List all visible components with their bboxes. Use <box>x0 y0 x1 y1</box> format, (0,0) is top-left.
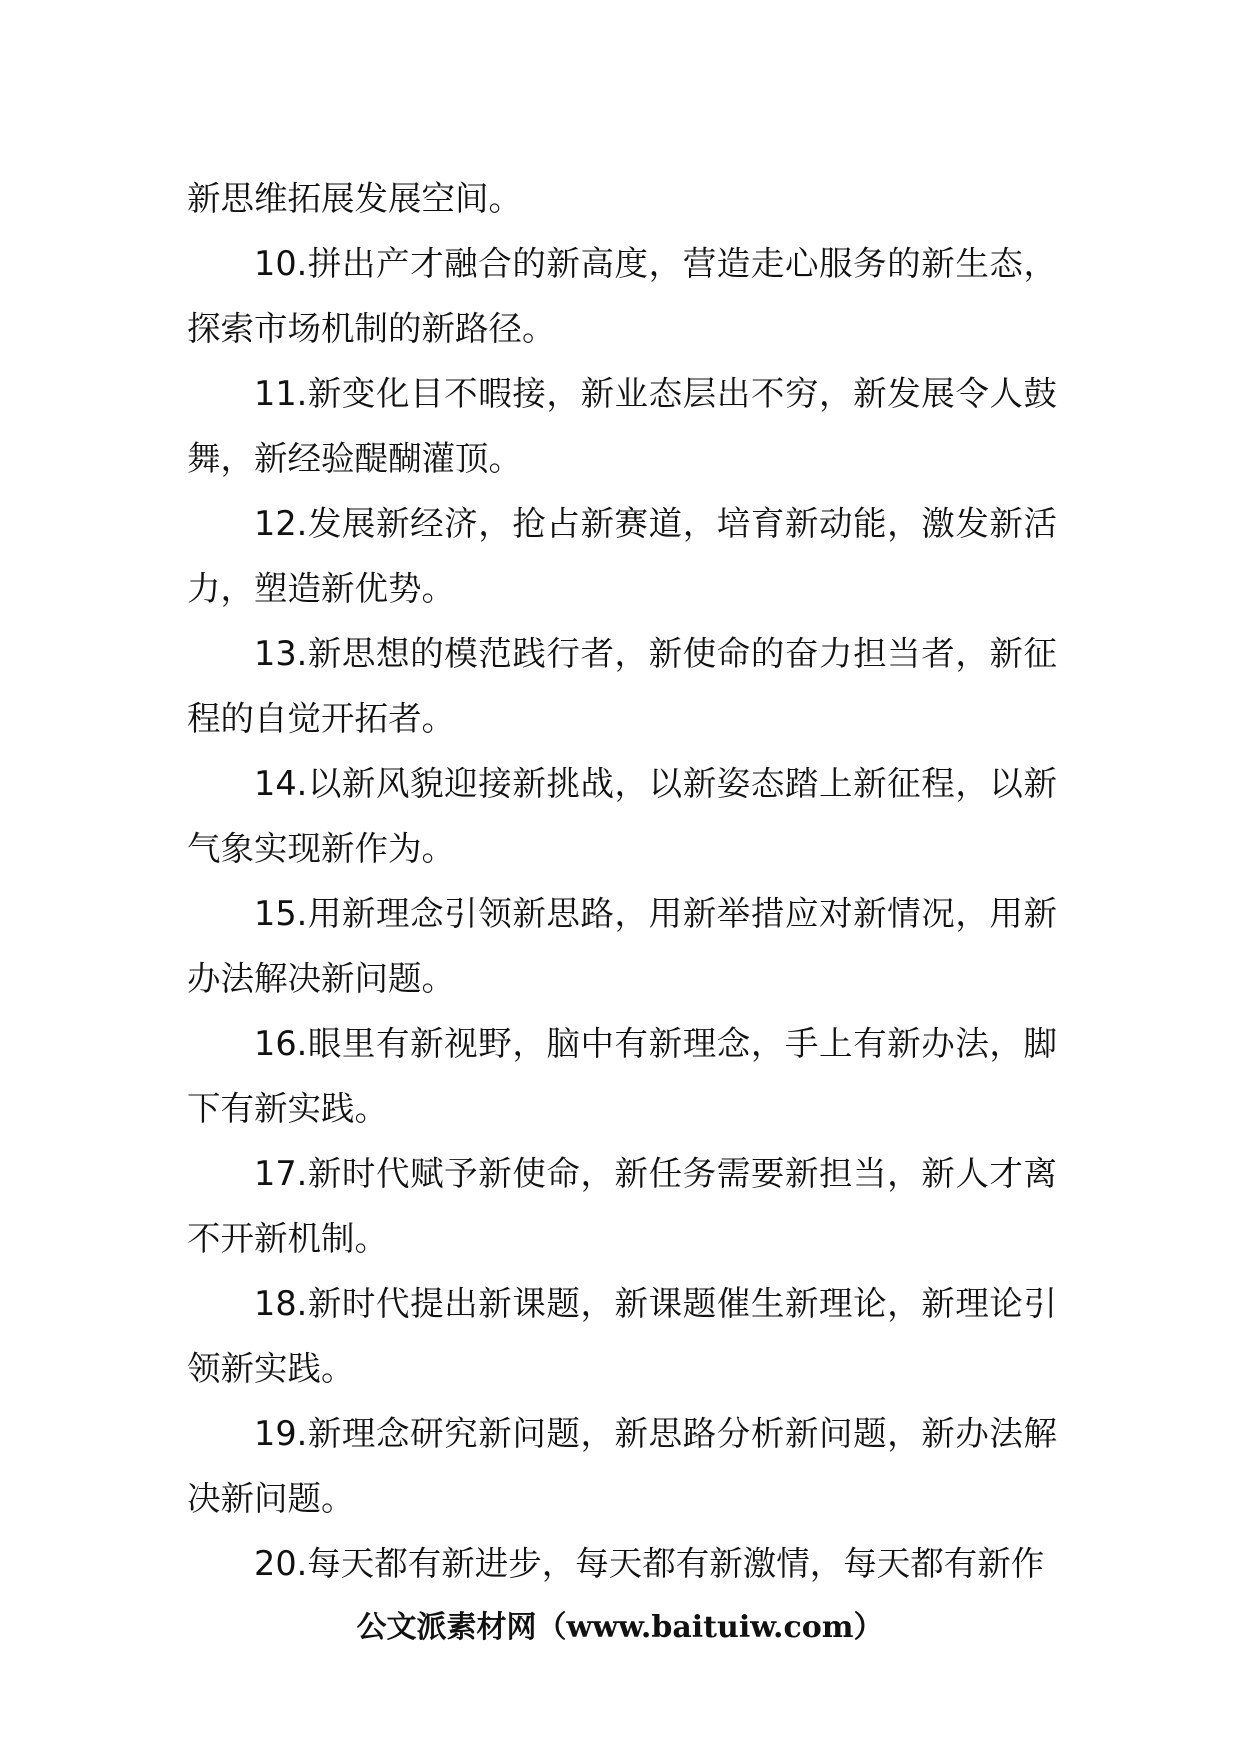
document-body <box>187 166 1057 1596</box>
page-footer: 公文派素材网（www.baituiw.com） <box>356 1610 884 1645</box>
paragraph-item-20: 20.每天都有新进步，每天都有新激情，每天都有新作 <box>254 1544 1045 1583</box>
paragraph-continuation: 新思维拓展发展空间。 <box>187 179 522 218</box>
paragraph-item-13: 13.新思想的模范践行者，新使命的奋力担当者，新征程的自觉开拓者。 <box>187 634 1057 738</box>
paragraph-item-18: 18.新时代提出新课题，新课题催生新理论，新理论引领新实践。 <box>187 1284 1057 1388</box>
paragraph-item-14: 14.以新风貌迎接新挑战，以新姿态踏上新征程，以新气象实现新作为。 <box>187 764 1057 868</box>
paragraph-item-11: 11.新变化目不暇接，新业态层出不穷，新发展令人鼓舞，新经验醍醐灌顶。 <box>187 374 1057 478</box>
paragraph-item-15: 15.用新理念引领新思路，用新举措应对新情况，用新办法解决新问题。 <box>187 894 1057 998</box>
paragraph-item-10: 10.拼出产才融合的新高度，营造走心服务的新生态，探索市场机制的新路径。 <box>187 244 1057 348</box>
paragraph-item-12: 12.发展新经济，抢占新赛道，培育新动能，激发新活力，塑造新优势。 <box>187 504 1057 608</box>
paragraph-item-17: 17.新时代赋予新使命，新任务需要新担当，新人才离不开新机制。 <box>187 1154 1057 1258</box>
paragraph-item-19: 19.新理念研究新问题，新思路分析新问题，新办法解决新问题。 <box>187 1414 1057 1518</box>
paragraph-item-16: 16.眼里有新视野，脑中有新理念，手上有新办法，脚下有新实践。 <box>187 1024 1057 1128</box>
